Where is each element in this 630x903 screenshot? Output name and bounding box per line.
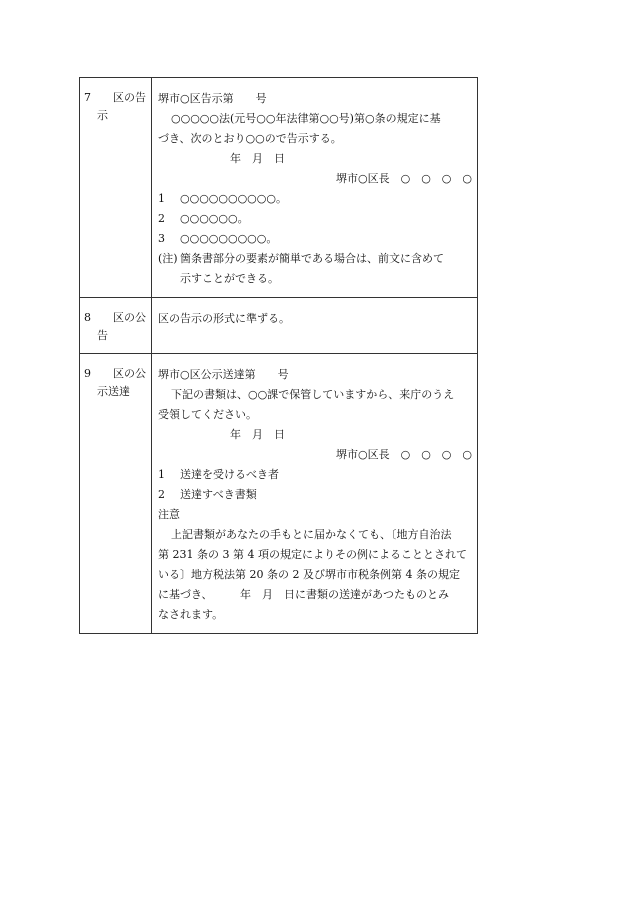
note-line2: 示すことができる。 (180, 272, 279, 285)
row-label-line2: 示 (97, 109, 108, 122)
table-row-8 (80, 297, 477, 353)
row-content-7 (152, 78, 477, 297)
notice-body-line2: づき、次のとおり○○ので告示する。 (158, 132, 342, 145)
row-text: 区の告示の形式に準ずる。 (158, 312, 290, 325)
note-paragraph-line: いる〕地方税法第 20 条の 2 及び堺市市税条例第 4 条の規定 (158, 568, 460, 581)
row-label-line2: 告 (97, 329, 108, 342)
list-item: 3 ○○○○○○○○○。 (158, 232, 278, 245)
document-table (79, 77, 478, 634)
note-line1: (注) 箇条書部分の要素が簡単である場合は、前文に含めて (158, 249, 472, 269)
row-label-8 (80, 298, 152, 353)
list-item: 2 送達すべき書類 (158, 488, 257, 501)
list-item: 1 ○○○○○○○○○○。 (158, 192, 287, 205)
row-label-line1: 区の公 (113, 367, 146, 380)
row-number: 8 (84, 311, 91, 324)
notice-date: 年 月 日 (230, 152, 285, 165)
note-heading: 注意 (158, 508, 180, 521)
notice-heading: 堺市○区公示送達第 号 (158, 368, 289, 381)
list-item: 2 ○○○○○○。 (158, 212, 249, 225)
note-tag: (注) (158, 252, 178, 265)
row-label-line2: 示送達 (97, 385, 130, 398)
notice-signature: 堺市○区長 ○ ○ ○ ○ (336, 448, 472, 461)
row-label-9 (80, 354, 152, 633)
note-paragraph-line: なされます。 (158, 608, 224, 621)
row-label-line1: 区の公 (113, 311, 146, 324)
row-content-8 (152, 298, 477, 353)
table-row-9 (80, 353, 477, 633)
row-content-9 (152, 354, 477, 633)
list-item: 1 送達を受けるべき者 (158, 468, 279, 481)
row-number: 9 (84, 367, 91, 380)
notice-date: 年 月 日 (230, 428, 285, 441)
note-paragraph-line: 第 231 条の 3 第 4 項の規定によりその例によることとされて (158, 548, 467, 561)
row-label-line1: 区の告 (113, 91, 146, 104)
notice-signature: 堺市○区長 ○ ○ ○ ○ (336, 172, 472, 185)
notice-body-line1: ○○○○○法(元号○○年法律第○○号)第○条の規定に基 (171, 112, 441, 125)
note-paragraph-line: に基づき、 年 月 日に書類の送達があつたものとみ (158, 588, 450, 601)
note-paragraph-line: 上記書類があなたの手もとに届かなくても、〔地方自治法 (171, 528, 452, 541)
notice-body-line1: 下記の書類は、○○課で保管していますから、来庁のうえ (171, 388, 455, 401)
row-label-7 (80, 78, 152, 297)
row-number: 7 (84, 91, 91, 104)
notice-heading: 堺市○区告示第 号 (158, 92, 267, 105)
notice-body-line2: 受領してください。 (158, 408, 257, 421)
table-row-7 (80, 78, 477, 297)
